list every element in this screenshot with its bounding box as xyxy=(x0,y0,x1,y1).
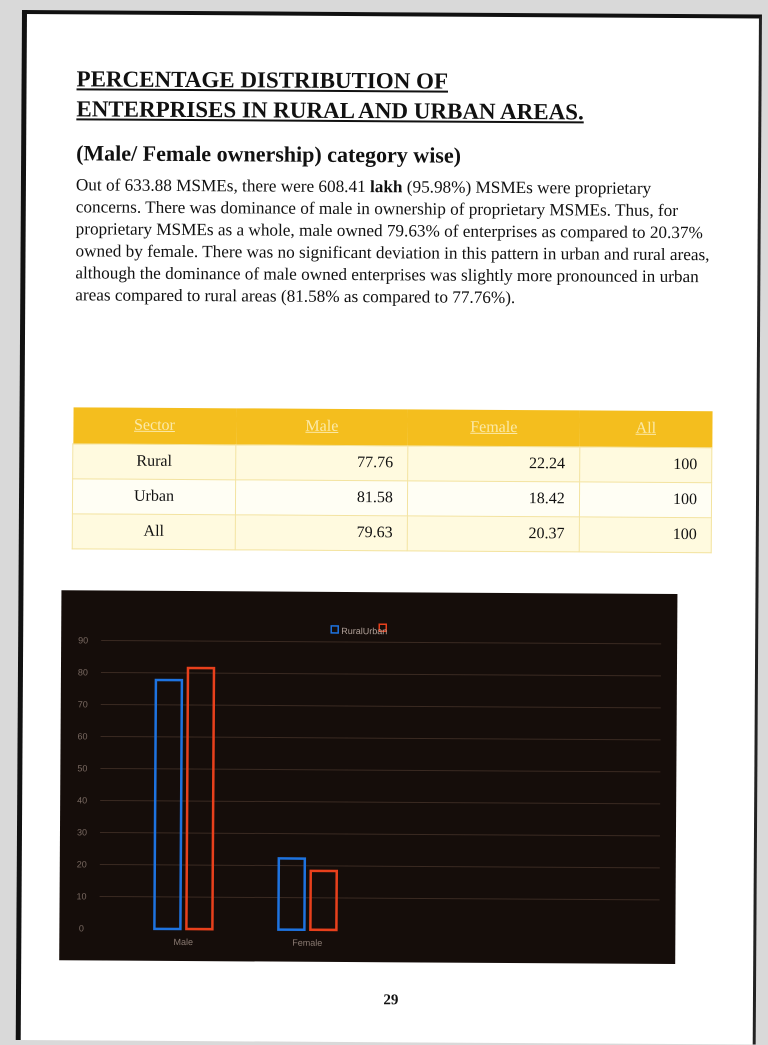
y-tick-label: 40 xyxy=(77,795,88,806)
table-row xyxy=(72,514,711,553)
bar-urban-female xyxy=(310,871,336,930)
chart-svg xyxy=(59,590,677,964)
y-tick-label: 80 xyxy=(77,667,88,678)
y-tick-label: 10 xyxy=(76,891,87,902)
cell-female: 20.37 xyxy=(407,516,579,552)
cell-male: 79.63 xyxy=(235,515,407,551)
bar-rural-male xyxy=(154,680,182,929)
cell-sector: Urban xyxy=(72,479,235,515)
cell-all: 100 xyxy=(579,482,711,518)
gridline xyxy=(101,736,661,739)
y-tick-label: 90 xyxy=(78,635,89,646)
y-tick-label: 70 xyxy=(77,699,88,710)
bar-urban-male xyxy=(186,668,214,929)
gridline xyxy=(100,768,660,771)
cell-all: 100 xyxy=(579,447,711,483)
page-number: 29 xyxy=(383,992,399,1009)
paragraph-part-1: Out of 633.88 MSMEs, there were 608.41 xyxy=(75,175,371,197)
table-row xyxy=(72,479,711,518)
table-row xyxy=(73,444,712,483)
header-all: All xyxy=(580,410,712,447)
y-tick-label: 30 xyxy=(76,827,88,838)
body-paragraph xyxy=(75,174,716,310)
bar-rural-female xyxy=(278,858,304,929)
x-tick-label: Male xyxy=(173,936,194,948)
cell-male: 77.76 xyxy=(236,445,408,481)
y-tick-label: 20 xyxy=(76,859,87,870)
gridline xyxy=(100,800,660,803)
gridline xyxy=(101,672,661,675)
gridline xyxy=(101,640,661,643)
ownership-bar-chart xyxy=(59,590,677,964)
paragraph-part-2: (95.98%) MSMEs were proprietary concerns. There was dominance of male in ownership of proprietary MSMEs. Thus, for proprietary MSMEs as a whole, male owned 79.63% of enterprises as compared to 20.37% owned by female. There was no significant deviation in this pattern in urban and rural areas, although the dominance of male owned enterprises was slightly more pronounced in urban areas compared to rural areas (81.58% as compared to 77.76%). xyxy=(75,177,710,308)
cell-sector: Rural xyxy=(73,444,236,480)
header-sector: Sector xyxy=(73,407,236,444)
text-content xyxy=(75,64,716,310)
ownership-table xyxy=(72,407,713,553)
table-header-row xyxy=(73,407,712,447)
header-female: Female xyxy=(408,409,580,447)
page-subheading: (Male/ Female ownership) category wise) xyxy=(76,140,462,168)
header-male: Male xyxy=(236,408,408,446)
gridline xyxy=(101,704,661,707)
y-tick-label: 60 xyxy=(77,731,88,742)
heading-line-2: ENTERPRISES IN RURAL AND URBAN AREAS. xyxy=(76,96,584,125)
gridline xyxy=(100,896,660,899)
legend-swatch-rural xyxy=(331,626,338,633)
cell-male: 81.58 xyxy=(235,480,407,516)
document-page xyxy=(16,10,762,1045)
cell-sector: All xyxy=(72,514,235,550)
cell-female: 18.42 xyxy=(407,481,579,517)
paragraph-bold-lakh: lakh xyxy=(369,177,403,197)
gridline xyxy=(100,864,660,867)
cell-all: 100 xyxy=(579,517,711,553)
cell-female: 22.24 xyxy=(408,446,580,482)
gridline xyxy=(100,832,660,835)
legend-text: RuralUrban xyxy=(341,625,388,637)
y-tick-label: 0 xyxy=(78,923,84,934)
x-tick-label: Female xyxy=(292,937,323,948)
page-heading xyxy=(76,64,716,128)
heading-line-1: PERCENTAGE DISTRIBUTION OF xyxy=(76,66,449,94)
y-tick-label: 50 xyxy=(77,763,88,774)
